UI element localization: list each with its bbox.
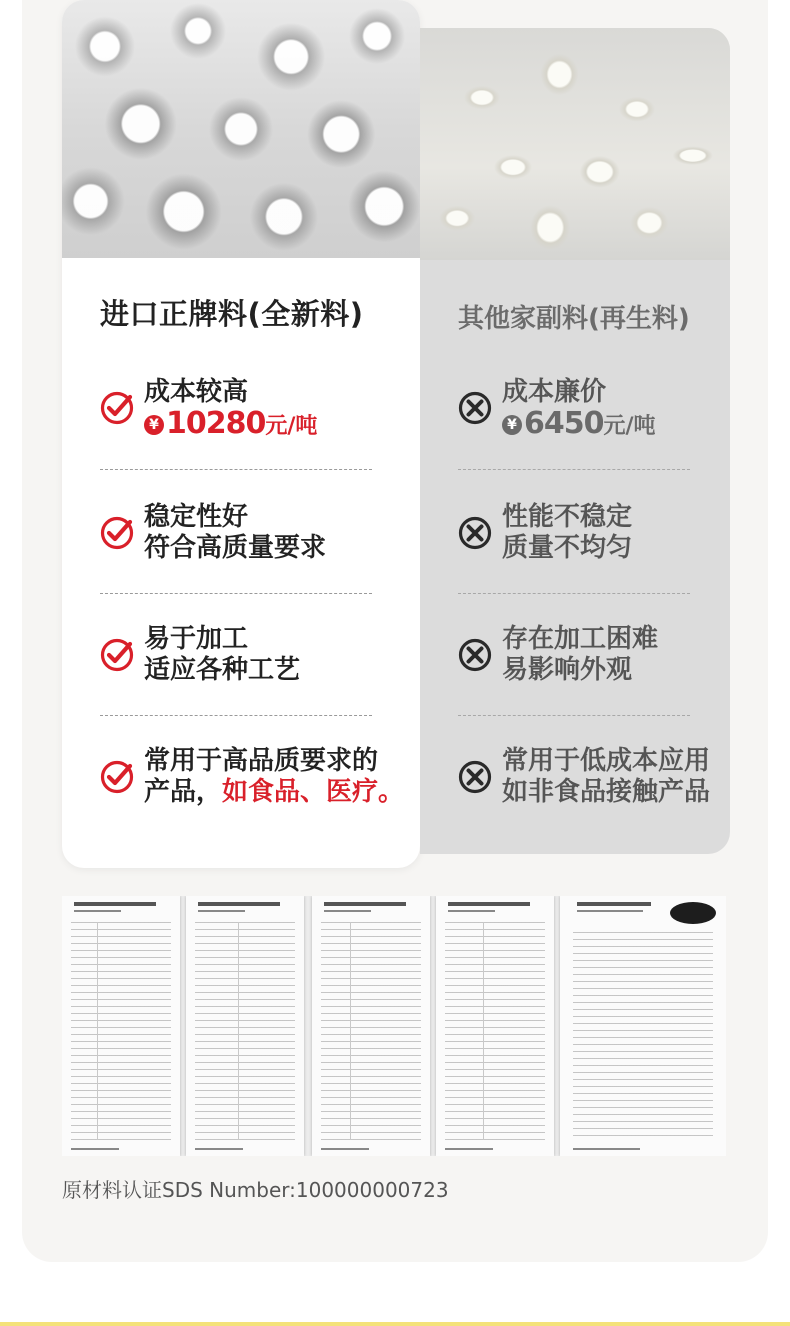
right-price-unit: 元/吨 [603,414,656,439]
right-item-processing-line1: 存在加工困难 [502,624,659,654]
right-title: 其他家副料(再生料) [458,304,690,334]
check-circle-icon [100,638,134,672]
right-item-usage-line1: 常用于低成本应用 [502,746,711,776]
left-item-processing-line1: 易于加工 [144,624,249,654]
yen-icon: ¥ [144,415,164,435]
left-item-usage-line1: 常用于高品质要求的 [144,746,379,776]
sds-documents-strip [62,896,726,1156]
left-title: 进口正牌料(全新料) [100,297,364,331]
x-circle-icon [458,391,492,425]
sds-document-page [312,896,430,1156]
check-circle-icon [100,516,134,550]
left-item-usage-prefix: 产品， [144,777,223,807]
sds-document-page [560,896,726,1156]
sds-document-page [62,896,180,1156]
left-item-stability-line2: 符合高质量要求 [144,533,327,563]
divider [100,469,372,470]
x-circle-icon [458,760,492,794]
bottom-accent-line [0,1322,790,1326]
right-item-processing-line2: 易影响外观 [502,655,633,685]
left-price [144,408,317,442]
sds-document-page [186,896,304,1156]
divider [458,715,690,716]
check-circle-icon [100,391,134,425]
company-logo [670,902,716,924]
left-item-processing-line2: 适应各种工艺 [144,655,301,685]
left-price-unit: 元/吨 [265,414,318,439]
left-item-stability-line1: 稳定性好 [144,502,249,532]
check-circle-icon [100,760,134,794]
sds-caption: 原材料认证SDS Number:100000000723 [62,1178,449,1202]
x-circle-icon [458,638,492,672]
right-item-stability-line2: 质量不均匀 [502,533,633,563]
white-pellets-photo [420,28,730,260]
right-item-stability-line1: 性能不稳定 [502,502,633,532]
x-circle-icon [458,516,492,550]
right-item-usage-line2: 如非食品接触产品 [502,777,711,807]
right-price-value: 6450 [524,406,604,441]
divider [458,469,690,470]
left-item-usage-line2 [144,777,404,808]
sds-document-page [436,896,554,1156]
right-price [502,408,656,442]
divider [100,593,372,594]
divider [100,715,372,716]
left-item-usage-highlight: 如食品、医疗。 [222,777,405,807]
left-price-value: 10280 [166,406,266,441]
yen-icon: ¥ [502,415,522,435]
left-item-cost-label: 成本较高 [144,377,249,407]
clear-pellets-photo [62,0,420,258]
right-item-cost-label: 成本廉价 [502,377,607,407]
divider [458,593,690,594]
